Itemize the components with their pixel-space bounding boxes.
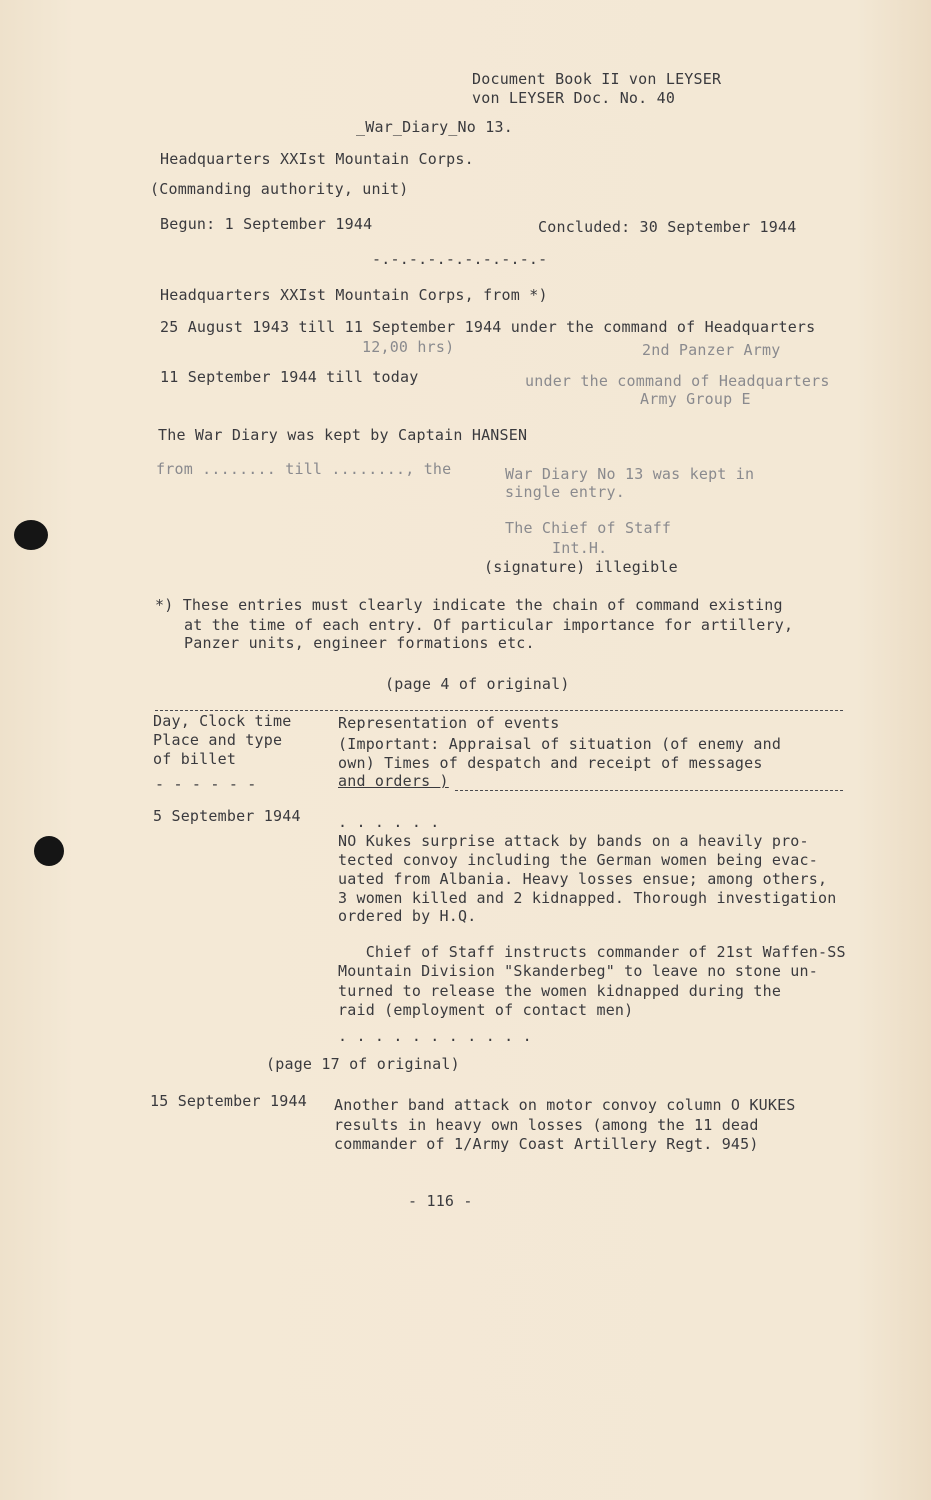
col2-header-line1: Representation of events [338,714,560,732]
col1-header-rule: - - - - - - [155,775,257,793]
footnote-line3: Panzer units, engineer formations etc. [184,634,535,652]
entry1-p1-l5: ordered by H.Q. [338,907,477,925]
punch-hole-top [14,520,48,550]
page-reference-17: (page 17 of original) [266,1055,460,1073]
col2-header-line4: and orders ) [338,772,449,790]
footnote-line1: *) These entries must clearly indicate the chain of command existing [155,596,783,614]
table-header-bottom-rule [455,790,843,791]
begun-date: Begun: 1 September 1944 [160,215,373,233]
concluded-date: Concluded: 30 September 1944 [538,218,797,236]
col2-header-line2: (Important: Appraisal of situation (of enemy and [338,735,782,753]
col1-header-line3: of billet [153,750,237,768]
entry1-p2-l3: turned to release the women kidnapped during the [338,982,782,1000]
page-reference-4: (page 4 of original) [385,675,570,693]
entry1-dots2: . . . . . . . . . . . [338,1027,532,1045]
entry2-l1: Another band attack on motor convoy column O KUKES [334,1096,796,1114]
col1-header-line1: Day, Clock time [153,712,292,730]
entry2-l2: results in heavy own losses (among the 11 dead [334,1116,759,1134]
command-row2: 11 September 1944 till today [160,368,419,386]
entry1-p2-l1: Chief of Staff instructs commander of 21st Waffen-SS [338,943,846,961]
entry1-date: 5 September 1944 [153,807,301,825]
entry1-dots: . . . . . . [338,813,440,831]
header-separator: -.-.-.-.-.-.-.-.-.- [372,250,548,268]
punch-hole-bottom [34,836,64,866]
single-entry-line2: single entry. [505,483,625,501]
from-line: from ........ till ........, the [156,460,452,478]
entry2-l3: commander of 1/Army Coast Artillery Regt. 945) [334,1135,759,1153]
command-intro: Headquarters XXIst Mountain Corps, from *) [160,286,548,304]
document-title: _War_Diary_No 13. [356,118,513,136]
command-row1: 25 August 1943 till 11 September 1944 under the command of Headquarters [160,318,816,336]
command-row1-time: 12,00 hrs) [362,338,455,356]
footnote-line2: at the time of each entry. Of particular importance for artillery, [184,616,794,634]
table-top-rule [155,710,843,711]
entry1-p2-l2: Mountain Division "Skanderbeg" to leave no stone un- [338,962,818,980]
unit-note: (Commanding authority, unit) [150,180,409,198]
doc-reference-line2: von LEYSER Doc. No. 40 [472,89,676,107]
signature-note: (signature) illegible [484,558,678,576]
entry1-p1-l3: uated from Albania. Heavy losses ensue; among others, [338,870,828,888]
entry1-p1-l2: tected convoy including the German women being evac- [338,851,818,869]
kept-by: The War Diary was kept by Captain HANSEN [158,426,528,444]
chief-of-staff: The Chief of Staff [505,519,672,537]
entry1-p2-l4: raid (employment of contact men) [338,1001,634,1019]
entry1-p1-l4: 3 women killed and 2 kidnapped. Thorough investigation [338,889,837,907]
doc-reference-line1: Document Book II von LEYSER [472,70,722,88]
col1-header-line2: Place and type [153,731,283,749]
single-entry-line1: War Diary No 13 was kept in [505,465,755,483]
col2-header-line3: own) Times of despatch and receipt of messages [338,754,763,772]
unit-name: Headquarters XXIst Mountain Corps. [160,150,474,168]
command-row1-unit: 2nd Panzer Army [642,341,781,359]
command-row2-right2: Army Group E [640,390,751,408]
page-number: - 116 - [408,1192,473,1210]
entry1-p1-l1: NO Kukes surprise attack by bands on a heavily pro- [338,832,809,850]
entry2-date: 15 September 1944 [150,1092,307,1110]
command-row2-right1: under the command of Headquarters [525,372,830,390]
chief-int: Int.H. [552,539,608,557]
